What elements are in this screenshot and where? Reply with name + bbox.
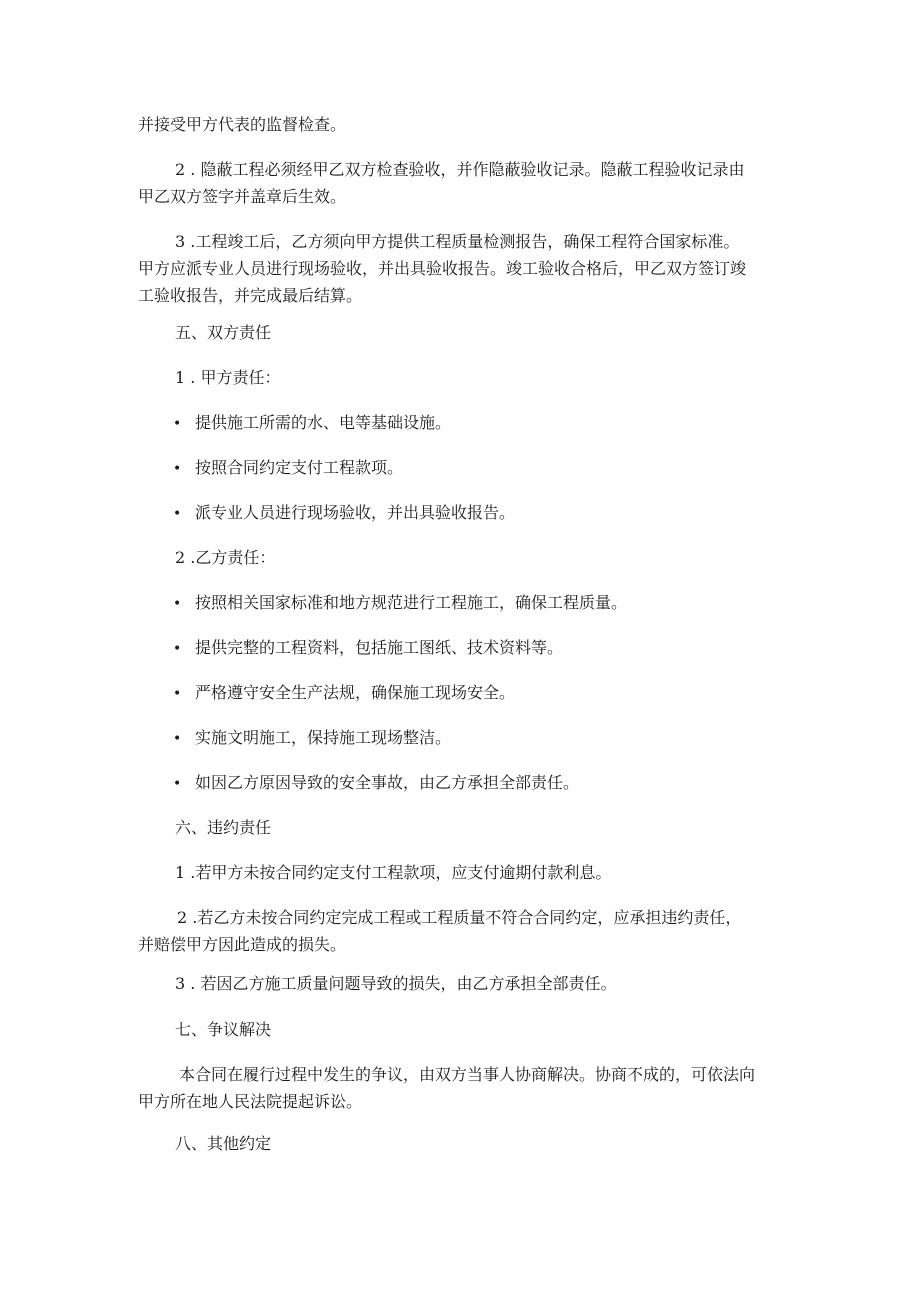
list-item bbox=[173, 679, 793, 708]
list-item-text: 按照相关国家标准和地方规范进行工程施工，确保工程质量。 bbox=[195, 593, 628, 612]
heading-text: 八、其他约定 bbox=[175, 1134, 272, 1153]
heading-text: 五、双方责任 bbox=[175, 323, 272, 342]
bullet-icon: • bbox=[173, 731, 182, 747]
section-heading-6 bbox=[175, 814, 825, 841]
list-item-text: 提供施工所需的水、电等基础设施。 bbox=[195, 413, 452, 432]
section-heading-5 bbox=[175, 319, 825, 346]
list-item-text: 提供完整的工程资料，包括施工图纸、技术资料等。 bbox=[195, 638, 564, 657]
subheading-text: 1 . 甲方责任： bbox=[175, 368, 281, 387]
subsection-party-a bbox=[175, 364, 825, 391]
text-line: 3 .工程竣工后，乙方须向甲方提供工程质量检测报告，确保工程符合国家标准。 bbox=[175, 232, 740, 251]
bullet-icon: • bbox=[173, 641, 182, 657]
section-heading-8 bbox=[175, 1130, 825, 1157]
text-line: 2 . 隐蔽工程必须经甲乙双方检查验收，并作隐蔽验收记录。隐蔽工程验收记录由 bbox=[175, 160, 745, 179]
heading-text: 七、争议解决 bbox=[175, 1020, 272, 1039]
list-item-text: 按照合同约定支付工程款项。 bbox=[195, 458, 404, 477]
text-line: 1 .若甲方未按合同约定支付工程款项，应支付逾期付款利息。 bbox=[175, 863, 612, 882]
breach-item-1 bbox=[175, 859, 825, 886]
paragraph-item-2 bbox=[138, 156, 788, 210]
paragraph-item-3 bbox=[138, 228, 788, 309]
bullet-icon: • bbox=[173, 461, 182, 477]
dispute-paragraph bbox=[138, 1061, 788, 1115]
text-line: 工验收报告，并完成最后结算。 bbox=[138, 286, 363, 305]
bullet-icon: • bbox=[173, 686, 182, 702]
list-item bbox=[173, 409, 793, 438]
bullet-icon: • bbox=[173, 506, 182, 522]
text-line: 2 .若乙方未按合同约定完成工程或工程质量不符合合同约定，应承担违约责任， bbox=[177, 908, 742, 927]
bullet-icon: • bbox=[173, 416, 182, 432]
list-item bbox=[173, 634, 793, 663]
text-line: 本合同在履行过程中发生的争议，由双方当事人协商解决。协商不成的，可依法向 bbox=[179, 1065, 756, 1084]
text-line: 甲乙双方签字并盖章后生效。 bbox=[138, 187, 347, 206]
list-item-text: 如因乙方原因导致的安全事故，由乙方承担全部责任。 bbox=[195, 773, 580, 792]
bullet-icon: • bbox=[173, 596, 182, 612]
text-line: 3 . 若因乙方施工质量问题导致的损失，由乙方承担全部责任。 bbox=[175, 974, 617, 993]
subheading-text: 2 .乙方责任： bbox=[175, 548, 276, 567]
paragraph-continuation bbox=[138, 111, 788, 138]
text-line: 甲方应派专业人员进行现场验收，并出具验收报告。竣工验收合格后，甲乙双方签订竣 bbox=[138, 259, 747, 278]
bullet-icon: • bbox=[173, 776, 182, 792]
list-item bbox=[173, 769, 793, 798]
text-line: 甲方所在地人民法院提起诉讼。 bbox=[138, 1092, 363, 1111]
section-heading-7 bbox=[175, 1016, 825, 1043]
list-item-text: 派专业人员进行现场验收，并出具验收报告。 bbox=[195, 503, 516, 522]
breach-item-2 bbox=[138, 904, 788, 958]
list-item bbox=[173, 724, 793, 753]
text-line: 并接受甲方代表的监督检查。 bbox=[138, 115, 347, 134]
breach-item-3 bbox=[175, 970, 825, 997]
text-line: 并赔偿甲方因此造成的损失。 bbox=[138, 935, 347, 954]
list-item-text: 实施文明施工，保持施工现场整洁。 bbox=[195, 728, 452, 747]
list-item-text: 严格遵守安全生产法规，确保施工现场安全。 bbox=[195, 683, 516, 702]
heading-text: 六、违约责任 bbox=[175, 818, 272, 837]
subsection-party-b bbox=[175, 544, 825, 571]
list-item bbox=[173, 454, 793, 483]
list-item bbox=[173, 499, 793, 528]
list-item bbox=[173, 589, 793, 618]
